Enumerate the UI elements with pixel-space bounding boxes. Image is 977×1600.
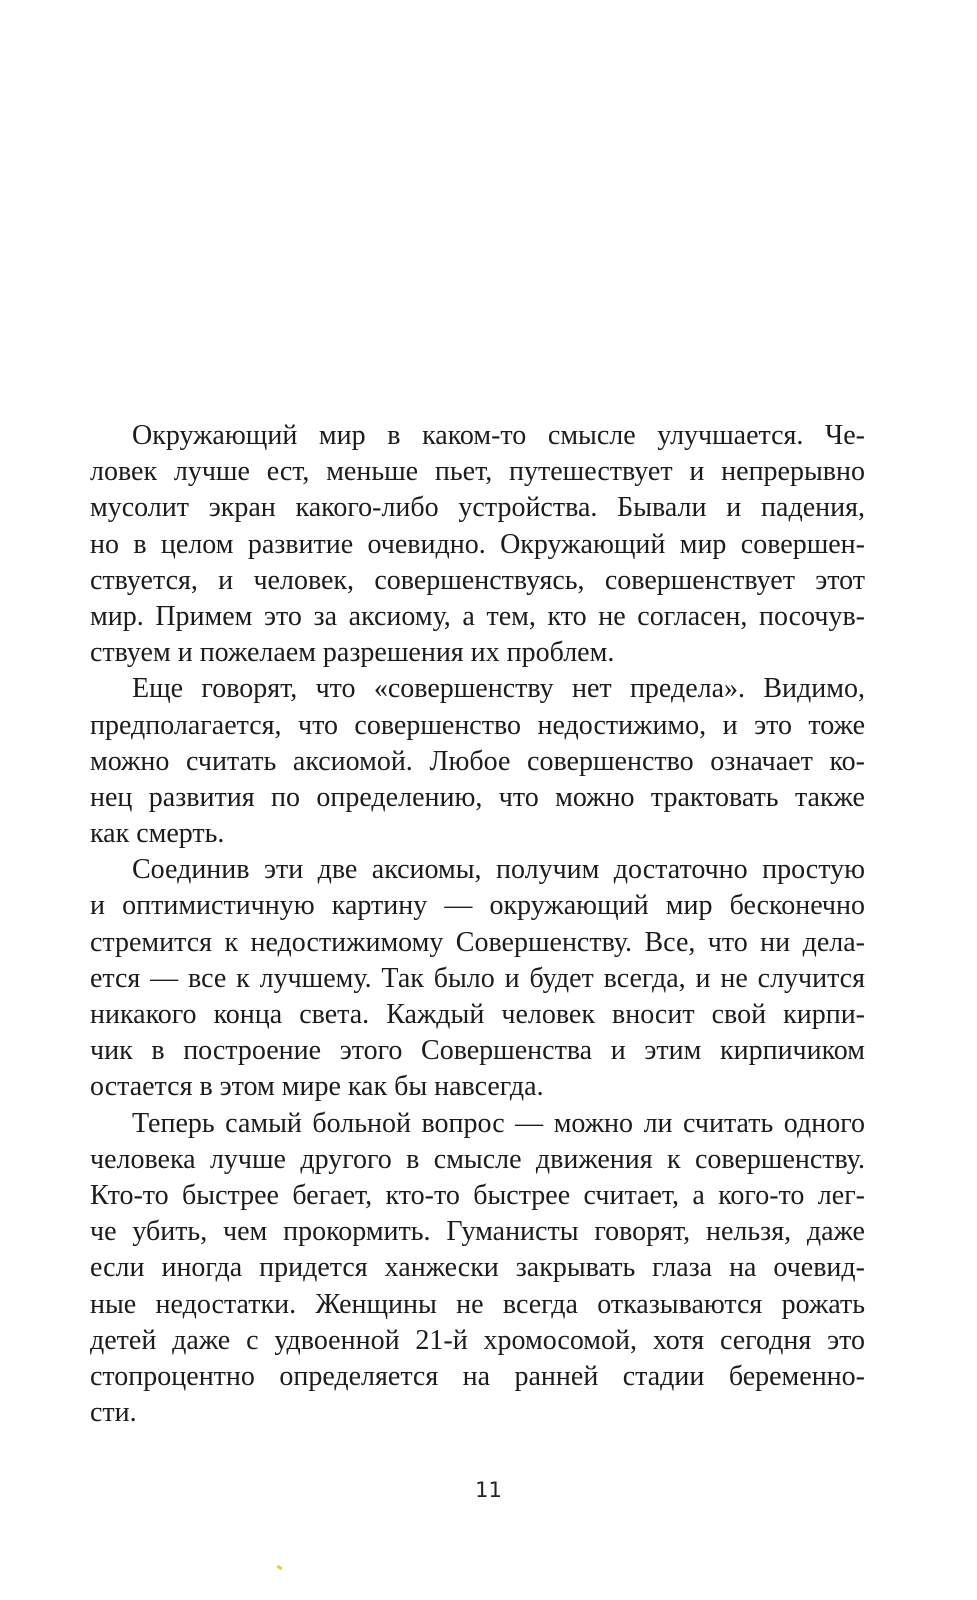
text-line: но в целом развитие очевидно. Окружающий мир совершен- [90,528,865,560]
text-line: Кто-то быстрее бегает, кто-то быстрее считает, а кого-то лег- [90,1179,865,1211]
yellow-speck [277,1565,283,1570]
paragraph [90,852,865,1105]
text-line: детей даже с удвоенной 21-й хромосомой, хотя сегодня это [90,1324,865,1356]
text-line: человека лучше другого в смысле движения к совершенству. [90,1143,865,1175]
paragraph [90,418,865,671]
text-line: ствуется, и человек, совершенствуясь, совершенствует этот [90,564,865,596]
text-line: никакого конца света. Каждый человек вносит свой кирпи- [90,999,865,1030]
text-line: ется — все к лучшему. Так было и будет всегда, и не случится [90,962,865,994]
text-line: если иногда придется ханжески закрывать глаза на очевид- [90,1252,865,1284]
text-line: и оптимистичную картину — окружающий мир бесконечно [90,890,865,922]
paragraph [90,671,865,852]
text-line: Еще говорят, что «совершенству нет предела». Видимо, [132,673,865,705]
text-line: мусолит экран какого-либо устройства. Бывали и падения, [90,492,865,524]
paragraph [90,1106,865,1432]
text-line: как смерть. [90,818,225,850]
text-line: че убить, чем прокормить. Гуманисты говорят, нельзя, даже [90,1216,865,1248]
text-line: ные недостатки. Женщины не всегда отказываются рожать [90,1288,865,1320]
text-line: Теперь самый больной вопрос — можно ли считать одного [132,1107,865,1139]
text-line: нец развития по определению, что можно трактовать также [90,781,865,813]
text-line: чик в построение этого Совершенства и этим кирпичиком [90,1035,865,1067]
text-line: стремится к недостижимому Совершенству. Все, что ни дела- [90,926,865,958]
text-line: можно считать аксиомой. Любое совершенство означает ко- [90,745,865,777]
text-line: стопроцентно определяется на ранней стадии беременно- [90,1360,865,1392]
body-text [90,418,865,1431]
text-line: мир. Примем это за аксиому, а тем, кто не согласен, посочув- [90,600,865,632]
text-line: Окружающий мир в каком-то смысле улучшается. Че- [132,420,865,451]
text-line: ствуем и пожелаем разрешения их проблем. [90,637,615,669]
text-line: Соединив эти две аксиомы, получим достаточно простую [132,854,865,886]
text-line: остается в этом мире как бы навсегда. [90,1071,544,1103]
text-line: ловек лучше ест, меньше пьет, путешествует и непрерывно [90,456,865,488]
page-number: 11 [475,1478,502,1502]
text-line: предполагается, что совершенство недостижимо, и это тоже [90,709,865,741]
text-line: сти. [90,1397,137,1429]
